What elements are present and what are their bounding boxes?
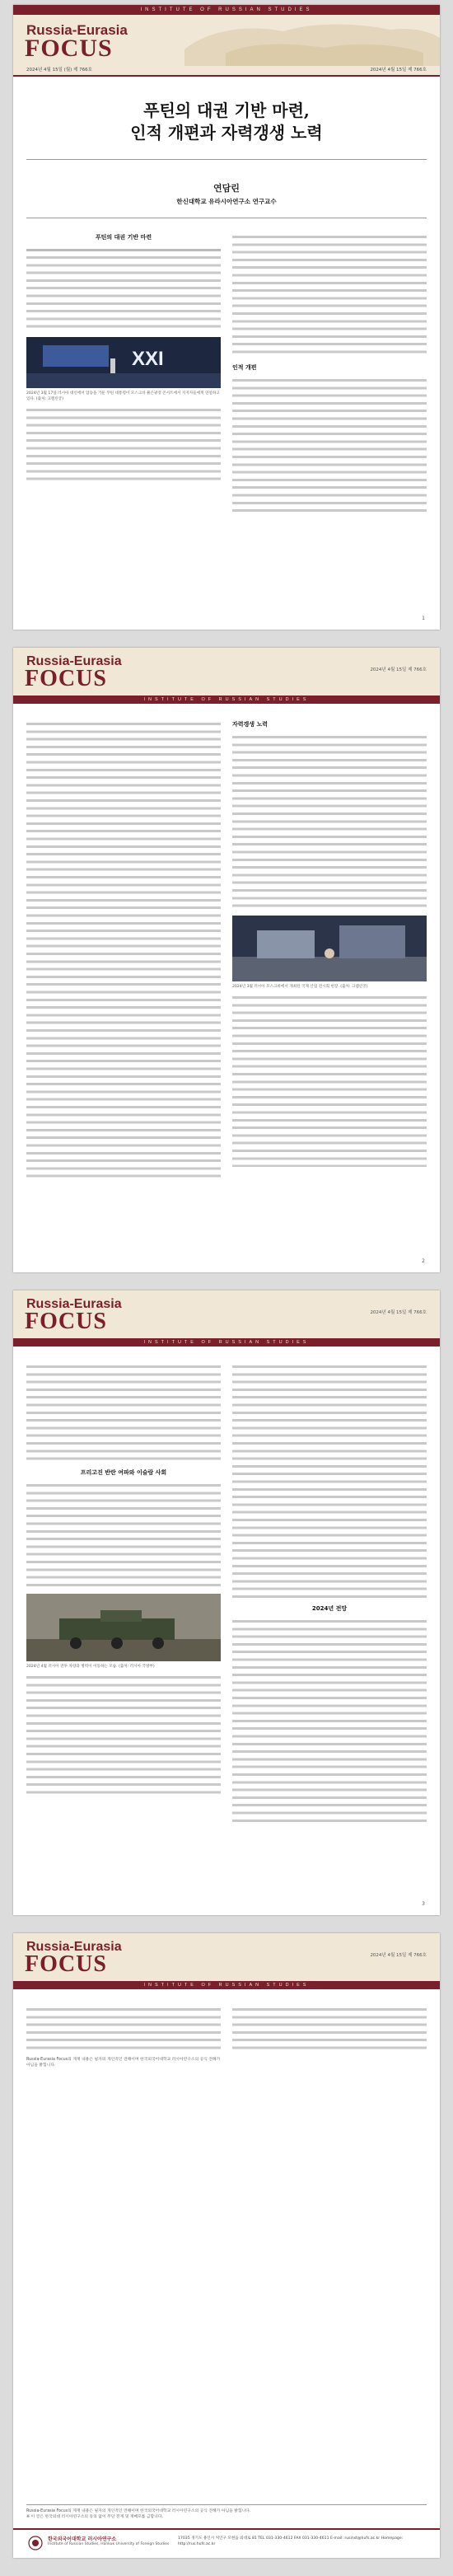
right-column bbox=[232, 720, 427, 1167]
masthead bbox=[13, 1290, 440, 1338]
right-column bbox=[232, 2006, 427, 2051]
newsletter-page-1 bbox=[13, 5, 440, 630]
brand-line-1: Russia-Eurasia bbox=[26, 654, 122, 668]
section-heading: 자력갱생 노력 bbox=[232, 721, 269, 728]
photo-caption: 2024년 4월 러시아 전투 차량과 병력이 이동하는 모습. (출처: 러시아 국방부) bbox=[26, 1665, 155, 1669]
institute-english-name: Institute of Russian Studies, Hankuk University of Foreign Studies bbox=[48, 2542, 170, 2546]
page-number: 3 bbox=[422, 1901, 425, 1907]
issue-left: 2024년 4월 15일 (월) 제 766호 bbox=[26, 68, 92, 73]
issue-info: 2024년 4월 15일 제 766호 bbox=[370, 1953, 427, 1958]
paragraph-text-block bbox=[232, 1363, 427, 1598]
article-photo bbox=[232, 916, 427, 981]
footnote-left: Russia-Eurasia Focus의 게재 내용은 필자의 개인적인 견해이며 한국외국어대학교 러시아연구소의 공식 견해가 아님을 밝힙니다. bbox=[26, 2058, 221, 2068]
masthead bbox=[13, 1933, 440, 1981]
speech-scene-graphic bbox=[26, 337, 221, 388]
paragraph-text-block bbox=[232, 377, 427, 517]
brand-line-1: Russia-Eurasia bbox=[26, 1297, 122, 1311]
issue-info-bar bbox=[13, 66, 440, 77]
article-photo bbox=[26, 337, 221, 388]
brand-line-1: Russia-Eurasia bbox=[26, 22, 128, 38]
title-line-2: 인적 개편과 자력갱생 노력 bbox=[130, 123, 323, 143]
footnotes-block bbox=[13, 2057, 440, 2068]
issue-info: 2024년 4월 15일 제 766호 bbox=[370, 1310, 427, 1315]
article-title bbox=[13, 100, 440, 144]
newsletter-page-3 bbox=[13, 1290, 440, 1915]
text-lines bbox=[26, 246, 221, 254]
paragraph-text-block bbox=[232, 733, 427, 911]
university-logo-icon bbox=[28, 2536, 43, 2550]
paragraph-text-block bbox=[232, 994, 427, 1167]
section-heading: 2024년 전망 bbox=[311, 1605, 348, 1612]
paragraph-text-block bbox=[26, 2006, 221, 2051]
left-column bbox=[26, 233, 221, 482]
masthead bbox=[13, 648, 440, 696]
paragraph-text-block bbox=[26, 1482, 221, 1589]
title-line-1: 푸틴의 대권 기반 마련, bbox=[143, 101, 310, 120]
institute-band: INSTITUTE OF RUSSIAN STUDIES bbox=[13, 1981, 440, 1989]
paragraph-text-block bbox=[26, 720, 221, 1182]
brand-line-2: FOCUS bbox=[25, 1951, 107, 1977]
brand-line-2: FOCUS bbox=[25, 35, 113, 62]
paragraph-text-block bbox=[26, 254, 221, 332]
institute-band: INSTITUTE OF RUSSIAN STUDIES bbox=[13, 696, 440, 704]
author-name: 연담린 bbox=[213, 183, 240, 194]
disclaimer-text-2: ※ 이 글은 한국외대 러시아연구소의 동의 없이 무단 전재 및 재배포를 금합니다. bbox=[26, 2514, 163, 2519]
paragraph-text-block bbox=[232, 233, 427, 357]
section-heading: 인적 개편 bbox=[232, 364, 257, 371]
left-column bbox=[26, 720, 221, 1182]
newsletter-page-4 bbox=[13, 1933, 440, 2558]
photo-caption: 2024년 3월 러시아 모스크바에서 개최된 국제 산업 전시회 현장. (출처: 크렘린궁) bbox=[232, 985, 368, 989]
paragraph-text-block bbox=[26, 406, 221, 482]
right-column bbox=[232, 233, 427, 517]
banner-text: XXI bbox=[132, 348, 164, 371]
institute-name: 한국외국어대학교 러시아연구소 bbox=[48, 2536, 117, 2542]
page-number: 2 bbox=[422, 1258, 425, 1264]
military-vehicle-graphic bbox=[26, 1594, 221, 1661]
institute-band: INSTITUTE OF RUSSIAN STUDIES bbox=[13, 5, 440, 15]
author-affiliation: 한신대학교 유라시아연구소 연구교수 bbox=[176, 198, 277, 205]
body-columns bbox=[26, 2006, 427, 2055]
left-column bbox=[26, 2006, 221, 2051]
title-divider bbox=[26, 159, 427, 160]
disclaimer-text: Russia-Eurasia Focus의 게재 내용은 필자의 개인적인 견해이며 한국외국어대학교 러시아연구소의 공식 견해가 아님을 밝힙니다. bbox=[26, 2508, 251, 2513]
brand-line-2: FOCUS bbox=[25, 1309, 107, 1334]
section-heading: 프리고진 반란 여파와 이슬람 사회 bbox=[80, 1469, 167, 1476]
issue-right: 2024년 4월 15일 제 766호 bbox=[370, 68, 427, 73]
world-map-graphic bbox=[176, 16, 440, 66]
issue-info: 2024년 4월 15일 제 766호 bbox=[370, 667, 427, 672]
newsletter-page-2 bbox=[13, 648, 440, 1272]
right-column bbox=[232, 1363, 427, 1824]
section-heading: 푸틴의 대권 기반 마련 bbox=[95, 234, 152, 241]
article-photo bbox=[26, 1594, 221, 1661]
institute-address: 17035 경기도 용인시 처인구 모현읍 외대로 81 TEL 031-330-4612 FAX 031-330-4611 E-mail: rusinst@hufs.ac.kr Homepage: http://rus.hufs.ac.kr bbox=[178, 2536, 404, 2546]
masthead bbox=[13, 15, 440, 66]
disclaimer-block bbox=[13, 2504, 440, 2520]
photo-caption: 2024년 3월 17일 러시아 대선에서 압승을 거둔 푸틴 대통령이 모스크바 붉은광장 콘서트에서 지지자들에게 연설하고 있다. (출처: 크렘린궁) bbox=[26, 391, 220, 402]
brand-line-2: FOCUS bbox=[25, 666, 107, 691]
brand-line-1: Russia-Eurasia bbox=[26, 1940, 122, 1954]
institute-band: INSTITUTE OF RUSSIAN STUDIES bbox=[13, 1338, 440, 1347]
paragraph-text-block bbox=[26, 1674, 221, 1797]
paragraph-text-block bbox=[232, 2006, 427, 2051]
paragraph-text-block bbox=[26, 1363, 221, 1462]
left-column bbox=[26, 1363, 221, 1797]
page-number: 1 bbox=[422, 616, 425, 621]
disclaimer-divider bbox=[26, 2504, 427, 2505]
paragraph-text-block bbox=[232, 1618, 427, 1824]
exhibition-scene-graphic bbox=[232, 916, 427, 981]
institute-footer bbox=[13, 2528, 440, 2558]
